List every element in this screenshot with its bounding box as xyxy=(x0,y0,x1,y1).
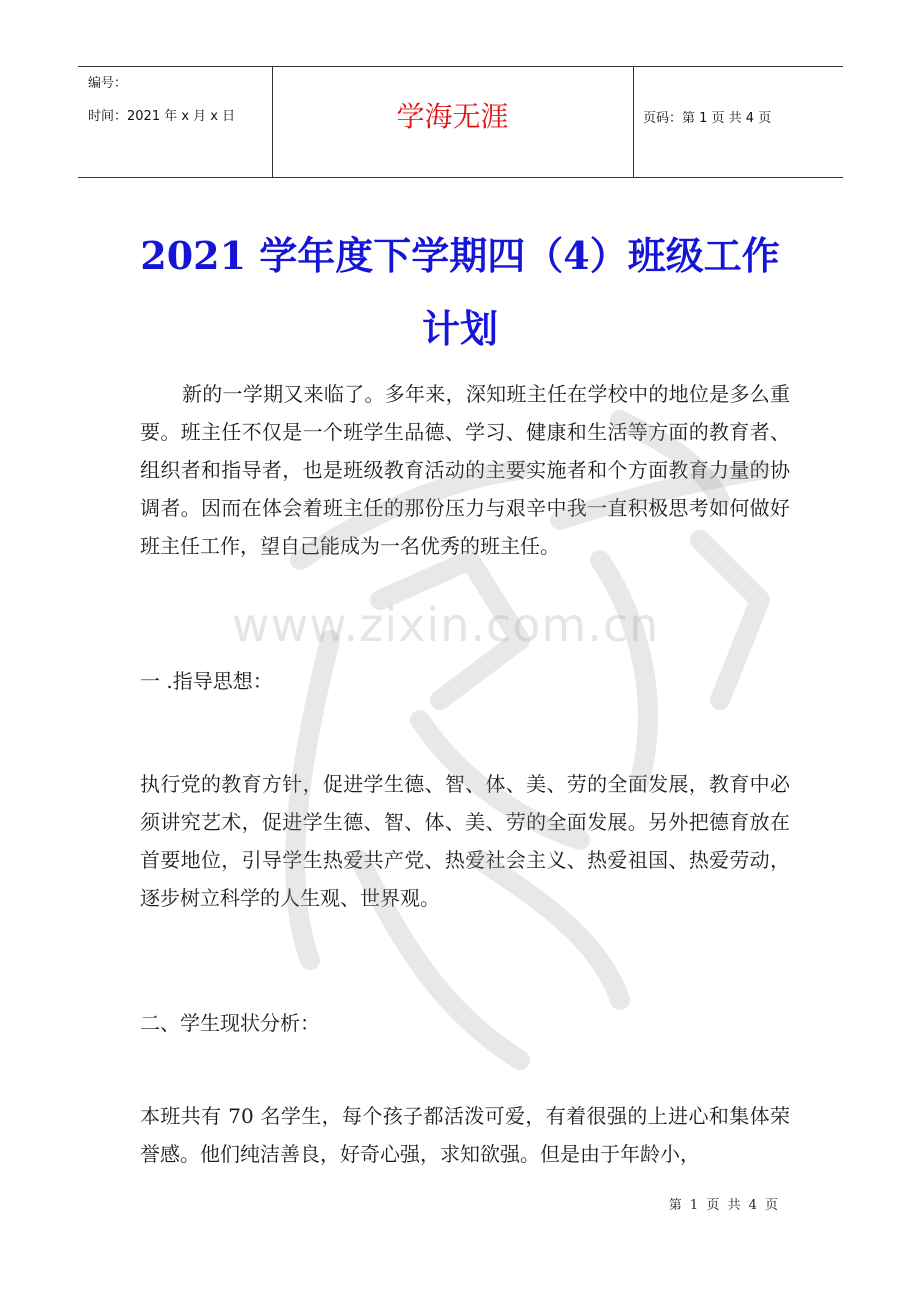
header-divider xyxy=(633,67,634,177)
header-table xyxy=(78,66,843,178)
document-number-label: 编号： xyxy=(88,76,128,91)
watermark-url: www.zixin.com.cn xyxy=(232,598,660,652)
student-analysis-paragraph: 本班共有 70 名学生，每个孩子都活泼可爱，有着很强的上进心和集体荣誉感。他们纯洁善良，好奇心强，求知欲强。但是由于年龄小， xyxy=(140,1104,790,1166)
section-heading-guiding-thought: 一 .指导思想： xyxy=(140,669,273,693)
guiding-thought-paragraph: 执行党的教育方针，促进学生德、智、体、美、劳的全面发展，教育中必须讲究艺术，促进学生德、智、体、美、劳的全面发展。另外把德育放在首要地位，引导学生热爱共产党、热爱社会主义、热爱祖国、热爱劳动，逐步树立科学的人生观、世界观。 xyxy=(140,772,790,910)
document-title-line1: 2021 学年度下学期四（4）班级工作 xyxy=(140,233,780,278)
document-title-line2: 计划 xyxy=(421,306,498,351)
page-footer: 第 1 页 共 4 页 xyxy=(668,1198,780,1213)
intro-paragraph: 新的一学期又来临了。多年来，深知班主任在学校中的地位是多么重要。班主任不仅是一个班学生品德、学习、健康和生活等方面的教育者、组织者和指导者，也是班级教育活动的主要实施者和个方面教育力量的协调者。因而在体会着班主任的那份压力与艰辛中我一直积极思考如何做好班主任工作，望自己能成为一名优秀的班主任。 xyxy=(140,382,790,558)
page-info: 页码：第 1 页 共 4 页 xyxy=(643,111,772,126)
document-time-label: 时间：2021 年 x 月 x 日 xyxy=(88,109,236,124)
brand-title: 学海无涯 xyxy=(396,100,509,133)
section-heading-student-analysis: 二、学生现状分析： xyxy=(140,1011,320,1035)
